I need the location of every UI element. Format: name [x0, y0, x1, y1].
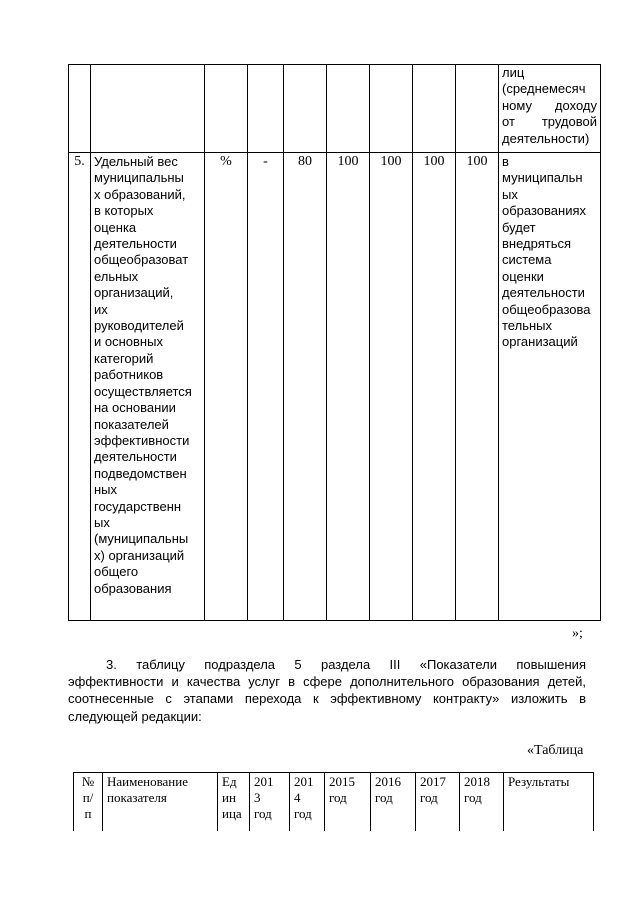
table-row-5 — [69, 153, 601, 621]
amendment-paragraph: 3. таблицу подраздела 5 раздела III «Показатели повышения эффективности и качества услуг в сфере дополнительного образования детей, соотнесенные с этапами перехода к эффективному контракту» изложить в следующей редакции: — [68, 657, 586, 724]
results-text: в муниципальн ых образованиях будет внедряться система оценки деятельности общеобразова тельных организаций — [502, 154, 591, 350]
header-2016: 2016 год — [371, 773, 416, 832]
cell-2017: 100 — [413, 153, 456, 621]
header-2017: 2017 год — [416, 773, 460, 832]
table-row-continuation — [69, 65, 601, 153]
cell-results — [499, 65, 601, 153]
new-indicators-table — [73, 772, 594, 831]
cell-name — [91, 153, 205, 621]
table-caption: «Таблица — [527, 743, 584, 758]
header-name: Наименование показателя — [103, 773, 218, 832]
cell-2017 — [413, 65, 456, 153]
indicator-name: Удельный вес муниципальны х образований, в которых оценка деятельности общеобразоват ельных организаций, их руководителей и основных категорий работников осуществляется на основании показателей эффективности деятельности подведомствен ных государственн ых (муниципальны х) организаций общего образования — [94, 154, 192, 596]
cell-2015 — [327, 65, 370, 153]
cell-2016: 100 — [370, 153, 413, 621]
cell-2014 — [284, 65, 327, 153]
header-2013: 201 3 год — [250, 773, 290, 832]
cell-2013: - — [248, 153, 284, 621]
cell-results — [499, 153, 601, 621]
header-2018: 2018 год — [460, 773, 504, 832]
cell-num — [69, 65, 91, 153]
header-2015: 2015 год — [325, 773, 371, 832]
closing-quote-mark: »; — [572, 626, 583, 641]
cell-2014: 80 — [284, 153, 327, 621]
header-results: Результаты — [504, 773, 594, 832]
cell-2018 — [456, 65, 499, 153]
indicators-table-continued — [68, 64, 601, 621]
header-num: № п/ п — [74, 773, 103, 832]
header-2014: 201 4 год — [290, 773, 325, 832]
cell-2018: 100 — [456, 153, 499, 621]
table-header-row — [74, 773, 594, 832]
cell-2013 — [248, 65, 284, 153]
header-unit: Ед ин ица — [218, 773, 250, 832]
results-text: лиц (среднемесяч ному доходу от трудовой деятельности) — [502, 65, 597, 146]
cell-name — [91, 65, 205, 153]
cell-2016 — [370, 65, 413, 153]
cell-num: 5. — [69, 153, 91, 621]
cell-unit — [205, 65, 248, 153]
cell-unit: % — [205, 153, 248, 621]
cell-2015: 100 — [327, 153, 370, 621]
